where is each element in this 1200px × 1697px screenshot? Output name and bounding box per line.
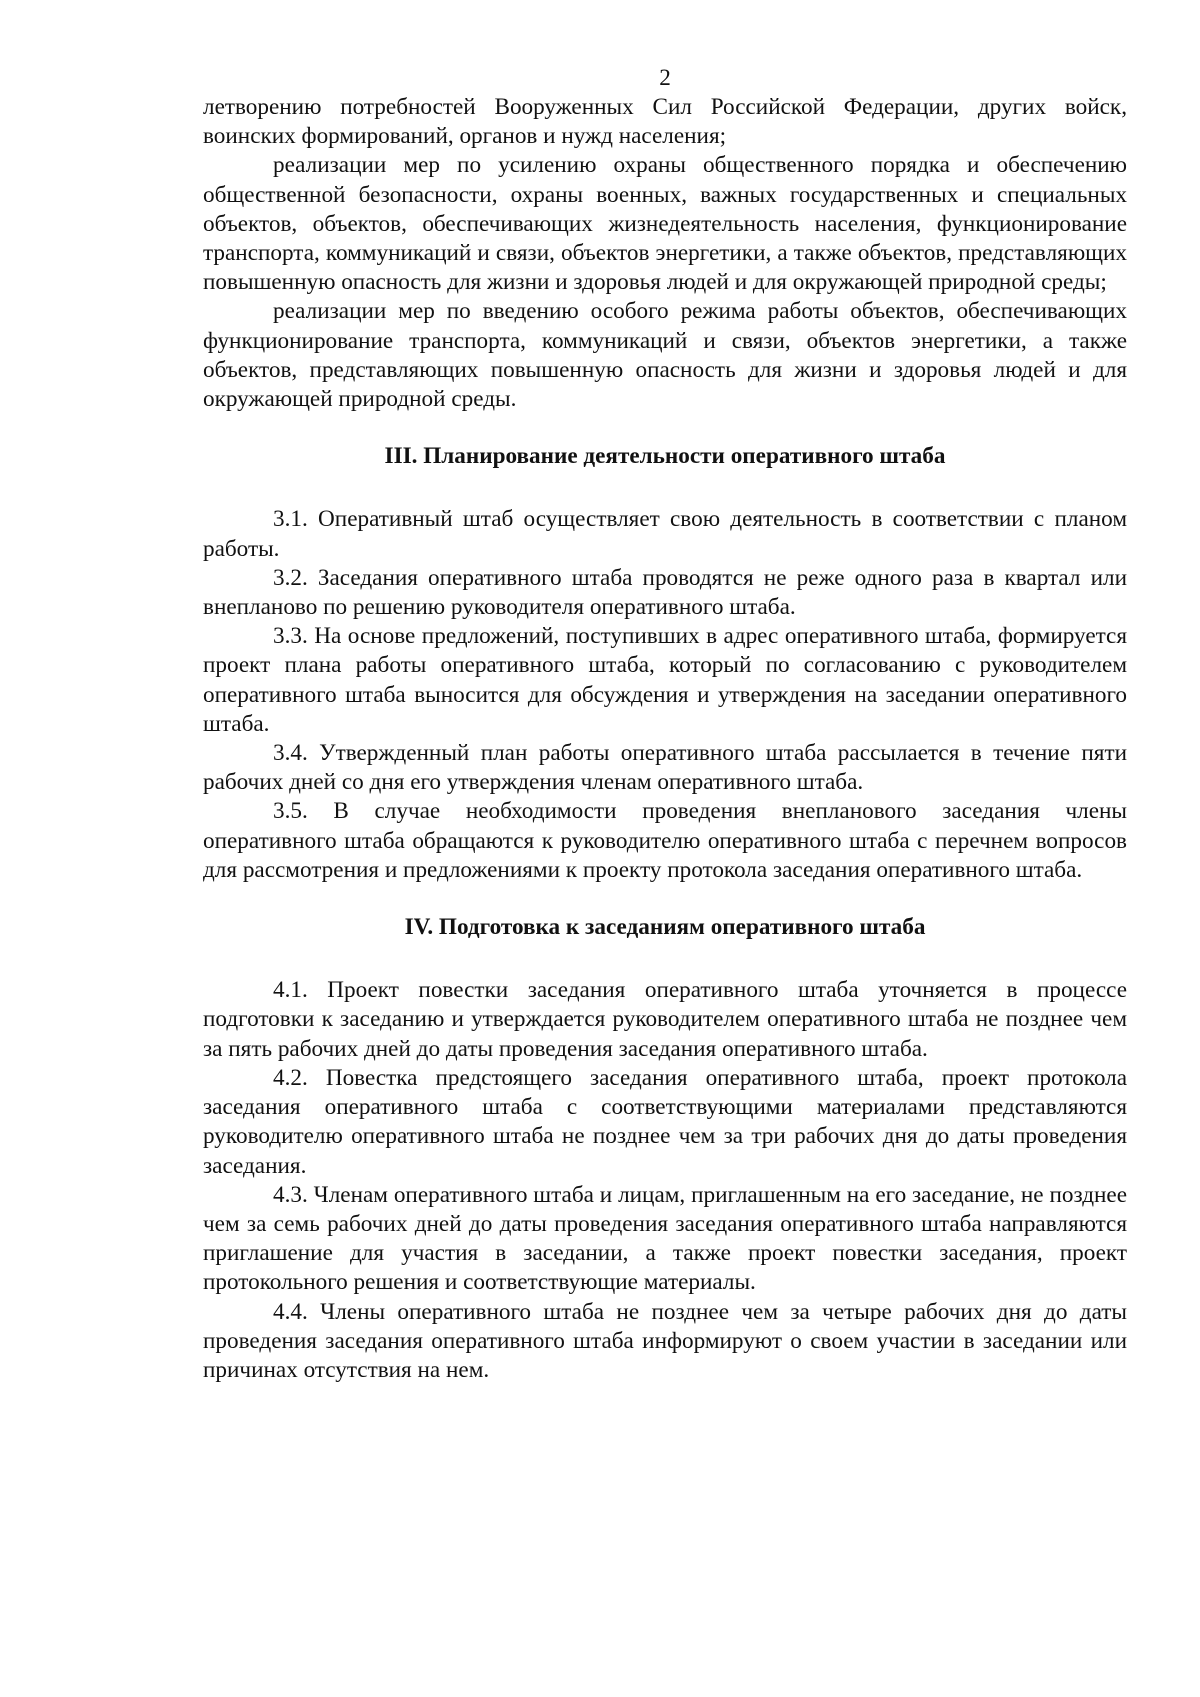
section-4-paragraph: 4.2. Повестка предстоящего заседания оперативного штаба, проект протокола заседания оперативного штаба с соответствующими материалами представляются руководителю оперативного штаба не позднее чем за три рабочих дня до даты проведения заседания.	[203, 1064, 1127, 1179]
intro-paragraph: летворению потребностей Вооруженных Сил Российской Федерации, других войск, воинских формирований, органов и нужд населения;	[203, 94, 1127, 150]
section-3-paragraph: 3.4. Утвержденный план работы оперативного штаба рассылается в течение пяти рабочих дней со дня его утверждения членам оперативного штаба.	[203, 740, 1127, 796]
section-4-heading: IV. Подготовка к заседаниям оперативного штаба	[404, 914, 926, 941]
section-3-paragraph: 3.3. На основе предложений, поступивших в адрес оперативного штаба, формируется проект плана работы оперативного штаба, который по согласованию с руководителем оперативного штаба выносится для обсуждения и утверждения на заседании оперативного штаба.	[203, 623, 1127, 737]
section-3-paragraph: 3.5. В случае необходимости проведения внепланового заседания члены оперативного штаба обращаются к руководителю оперативного штаба с перечнем вопросов для рассмотрения и предложениями к проекту протокола заседания оперативного штаба.	[203, 798, 1127, 883]
intro-paragraph: реализации мер по усилению охраны общественного порядка и обеспечению общественной безопасности, охраны военных, важных государственных и специальных объектов, объектов, обеспечивающих жизнедеятельность населения, функционирование транспорта, коммуникаций и связи, объектов энергетики, а также объектов, представляющих повышенную опасность для жизни и здоровья людей и для окружающей природной среды;	[203, 152, 1127, 296]
section-3-heading: III. Планирование деятельности оперативного штаба	[384, 443, 946, 470]
section-3-paragraph: 3.1. Оперативный штаб осуществляет свою деятельность в соответствии с планом работы.	[203, 506, 1127, 562]
section-4-paragraph: 4.3. Членам оперативного штаба и лицам, приглашенным на его заседание, не позднее чем за семь рабочих дней до даты проведения заседания оперативного штаба направляются приглашение для участия в заседании, а также проект повестки заседания, проект протокольного решения и соответствующие материалы.	[203, 1181, 1127, 1296]
section-3-paragraph: 3.2. Заседания оперативного штаба проводятся не реже одного раза в квартал или внепланово по решению руководителя оперативного штаба.	[203, 564, 1127, 621]
intro-paragraph: реализации мер по введению особого режима работы объектов, обеспечивающих функционирование транспорта, коммуникаций и связи, объектов энергетики, а также объектов, представляющих повышенную опасность для жизни и здоровья людей и для окружающей природной среды.	[203, 298, 1127, 413]
section-4-paragraph: 4.1. Проект повестки заседания оперативного штаба уточняется в процессе подготовки к заседанию и утверждается руководителем оперативного штаба не позднее чем за пять рабочих дней до даты проведения заседания оперативного штаба.	[203, 977, 1127, 1062]
page-number: 2	[659, 65, 671, 91]
section-4-paragraph: 4.4. Члены оперативного штаба не позднее чем за четыре рабочих дня до даты проведения заседания оперативного штаба информируют о своем участии в заседании или причинах отсутствия на нем.	[203, 1298, 1127, 1383]
document-page	[203, 64, 1127, 1385]
